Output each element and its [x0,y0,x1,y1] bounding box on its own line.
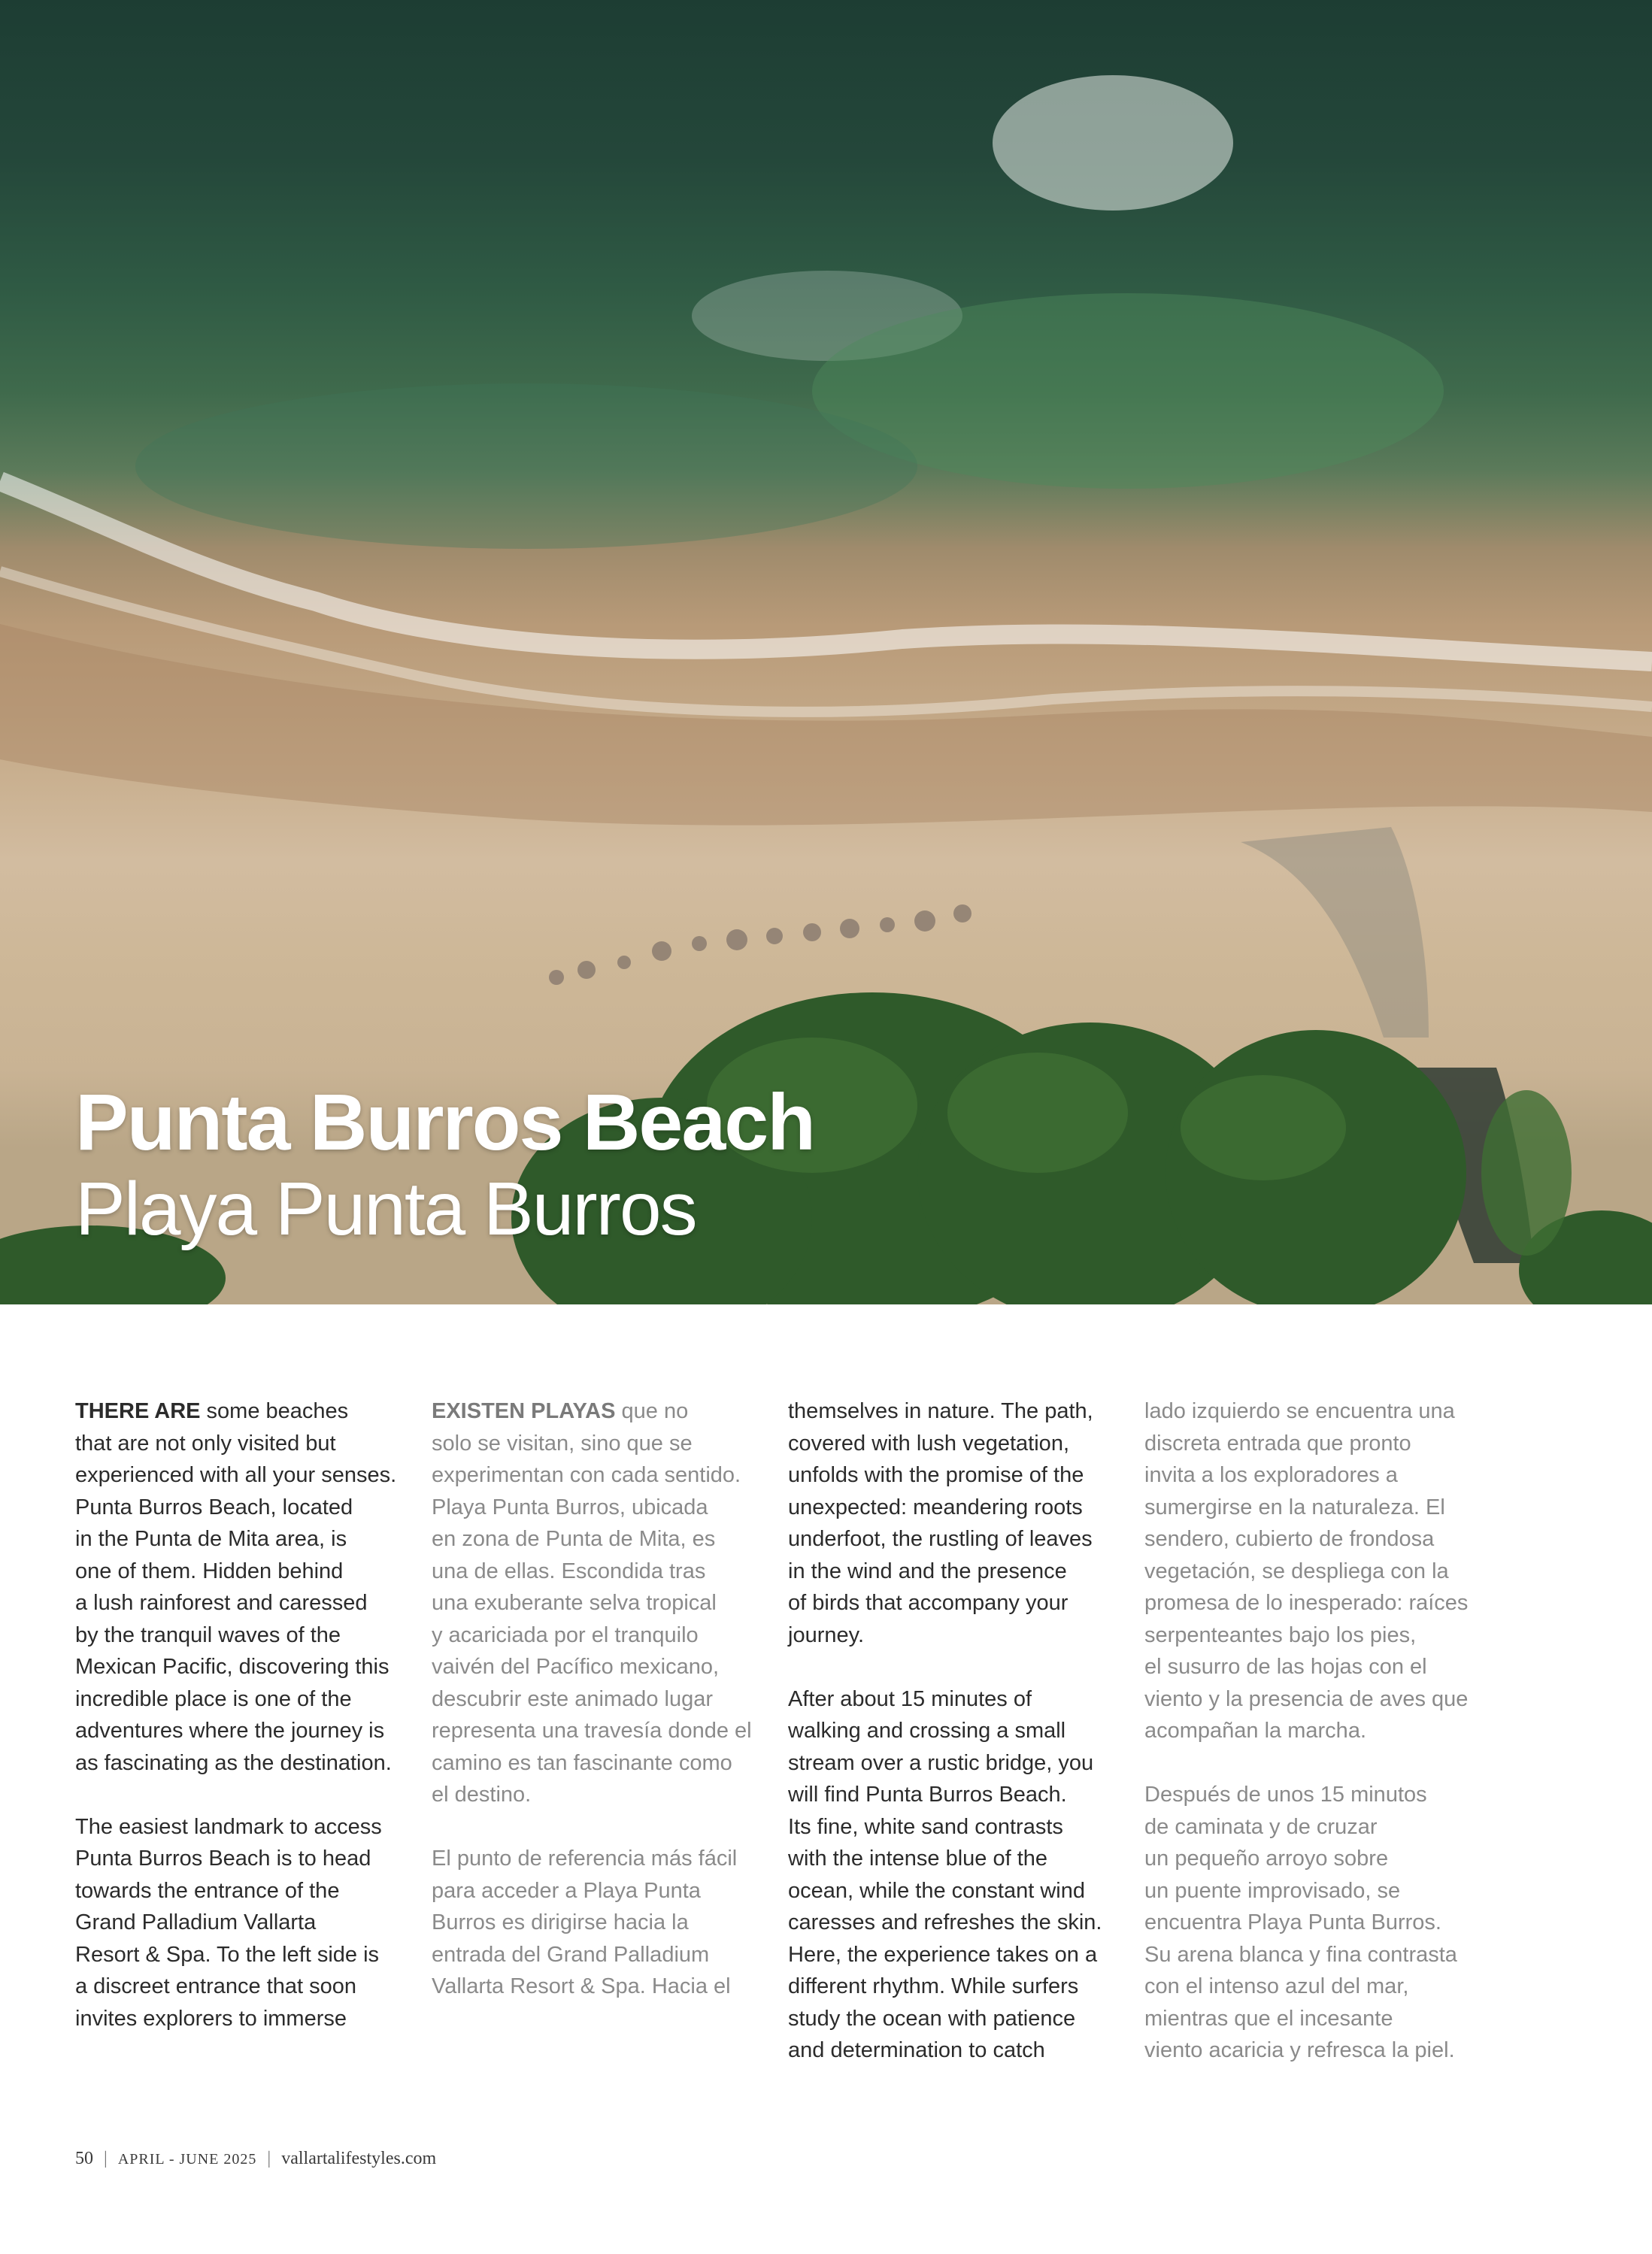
article-column-spanish-2 [1144,1395,1475,2067]
issue-date: APRIL - JUNE 2025 [117,2151,257,2168]
footer-separator: | [267,2149,271,2168]
article-paragraph: El punto de referencia más fácil para acceder a Playa Punta Burros es dirigirse hacia la entrada del Grand Palladium Vallarta Resort & Spa. Hacia el [432,1847,738,1998]
lead-in: THERE ARE [75,1399,201,1423]
article-paragraph: After about 15 minutes of walking and crossing a small stream over a rustic bridge, you will find Punta Burros Beach. Its fine, white sand contrasts with the intense blue of the ocean, while the constant wind caresses and refreshes the skin. Here, the experience takes on a different rhythm. While surfers study the ocean with patience and determination to catch [788,1686,1102,2062]
article-paragraph: lado izquierdo se encuentra una discreta entrada que pronto invita a los exploradores a sumergirse en la naturaleza. El sendero, cubierto de frondosa vegetación, se despliega con la promesa de lo inesperado: raíces serpenteantes bajo los pies, el susurro de las hojas con el viento y la presencia de aves que acompañan la marcha. [1144,1399,1469,1743]
article-paragraph: themselves in nature. The path, covered with lush vegetation, unfolds with the promise of the unexpected: meandering roots underfoot, the rustling of leaves in the wind and the presence of birds that accompany your journey. [788,1399,1093,1647]
paragraph-text: que no solo se visitan, sino que se experimentan con cada sentido. Playa Punta Burros, ubicada en zona de Punta de Mita, es una de ellas. Escondida tras una exuberante selva tropical y acariciada por el tranquilo vaivén del Pacífico mexicano, descubrir este animado lugar representa una travesía donde el camino es tan fascinante como el destino. [432,1399,752,1807]
article-column-english-1 [75,1395,406,2034]
footer-separator: | [104,2149,108,2168]
article-column-english-2 [788,1395,1119,2067]
lead-in: EXISTEN PLAYAS [432,1399,616,1423]
article-column-spanish-1 [432,1395,762,2003]
article-paragraph: The easiest landmark to access Punta Burros Beach is to head towards the entrance of the Grand Palladium Vallarta Resort & Spa. To the left side is a discreet entrance that soon invites explorers to immerse [75,1814,382,2031]
article-paragraph: Después de unos 15 minutos de caminata y de cruzar un pequeño arroyo sobre un puente improvisado, se encuentra Playa Punta Burros. Su arena blanca y fina contrasta con el intenso azul del mar, mientras que el incesante viento acaricia y refresca la piel. [1144,1783,1457,2062]
page-subtitle: Playa Punta Burros [75,1167,696,1251]
page-footer [75,2149,436,2169]
page-number: 50 [75,2149,93,2168]
article-paragraph [432,1395,762,1811]
page-title: Punta Burros Beach [75,1078,815,1167]
paragraph-text: some beaches that are not only visited but experienced with all your senses. Punta Burros Beach, located in the Punta de Mita area, is one of them. Hidden behind a lush rainforest and caressed by the tranquil waves of the Mexican Pacific, discovering this incredible place is one of the adventures where the journey is as fascinating as the destination. [75,1399,397,1775]
website-link[interactable]: vallartalifestyles.com [281,2149,437,2168]
article-paragraph [75,1395,406,1779]
